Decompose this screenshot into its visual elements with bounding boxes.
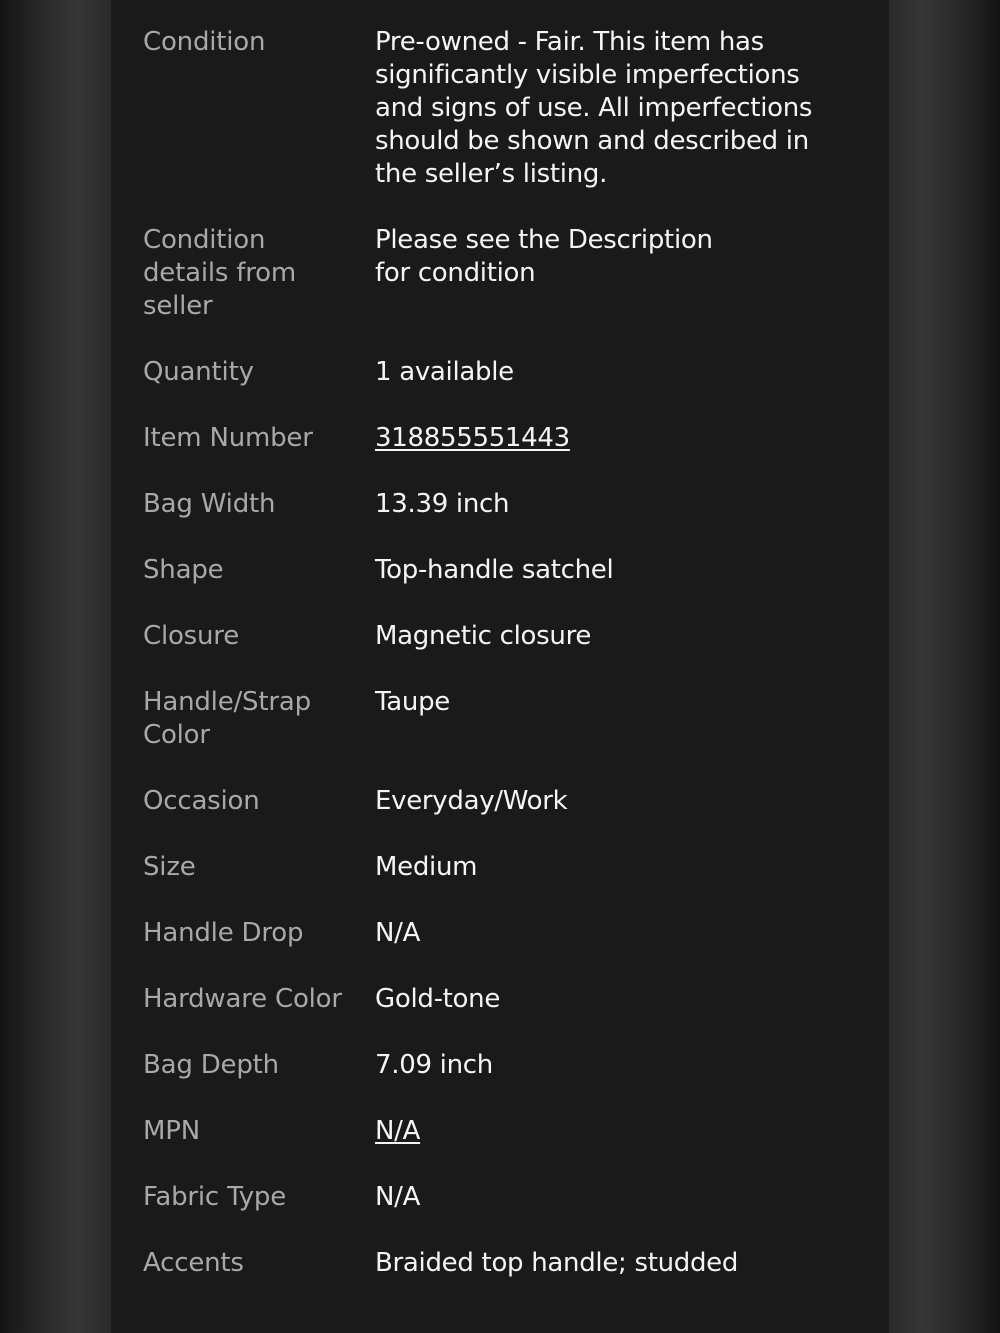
spec-row-mpn <box>143 1115 889 1148</box>
spec-row-occasion <box>143 785 889 818</box>
spec-value: Taupe <box>375 687 450 717</box>
spec-row-size <box>143 851 889 884</box>
spec-label: Condition details from seller <box>143 225 296 321</box>
spec-row-shape <box>143 554 889 587</box>
spec-label: Handle/Strap Color <box>143 687 311 750</box>
spec-label: Fabric Type <box>143 1182 286 1212</box>
spec-value: Gold-tone <box>375 984 501 1014</box>
spec-label: Shape <box>143 555 224 585</box>
spec-row-item-number <box>143 422 889 455</box>
spec-value: Medium <box>375 852 478 882</box>
spec-row-bag-depth <box>143 1049 889 1082</box>
spec-value: Please see the Description for condition <box>375 225 713 288</box>
spec-row-condition-details <box>143 224 889 323</box>
spec-label: Bag Width <box>143 489 276 519</box>
item-specifics-list <box>143 26 889 1313</box>
spec-row-bag-width <box>143 488 889 521</box>
spec-label: Occasion <box>143 786 260 816</box>
spec-row-closure <box>143 620 889 653</box>
spec-row-fabric-type <box>143 1181 889 1214</box>
spec-value: Pre-owned - Fair. This item has significantly visible imperfections and signs of use. All imperfections should be shown and described in the seller’s listing. <box>375 27 813 189</box>
item-specifics-panel <box>111 0 889 1333</box>
spec-label: Size <box>143 852 196 882</box>
spec-row-hardware-color <box>143 983 889 1016</box>
spec-value: Magnetic closure <box>375 621 592 651</box>
spec-label: MPN <box>143 1116 200 1146</box>
spec-label: Hardware Color <box>143 984 342 1014</box>
spec-value: Top-handle satchel <box>375 555 614 585</box>
spec-value: Everyday/Work <box>375 786 568 816</box>
spec-label: Item Number <box>143 423 313 453</box>
spec-row-handle-drop <box>143 917 889 950</box>
spec-row-handle-strap-color <box>143 686 889 752</box>
spec-value: Braided top handle; studded <box>375 1248 739 1278</box>
right-background <box>889 0 1000 1333</box>
spec-row-quantity <box>143 356 889 389</box>
left-background <box>0 0 111 1333</box>
item-number-link[interactable]: 318855551443 <box>375 423 570 453</box>
spec-value: 13.39 inch <box>375 489 510 519</box>
spec-label: Quantity <box>143 357 254 387</box>
spec-label: Bag Depth <box>143 1050 279 1080</box>
spec-label: Closure <box>143 621 240 651</box>
mpn-link[interactable]: N/A <box>375 1116 421 1146</box>
spec-value: 7.09 inch <box>375 1050 493 1080</box>
spec-value: 1 available <box>375 357 514 387</box>
spec-value: N/A <box>375 918 421 948</box>
spec-row-accents <box>143 1247 889 1280</box>
spec-label: Handle Drop <box>143 918 304 948</box>
spec-label: Condition <box>143 27 266 57</box>
spec-row-condition <box>143 26 889 191</box>
spec-value: N/A <box>375 1182 421 1212</box>
spec-label: Accents <box>143 1248 244 1278</box>
